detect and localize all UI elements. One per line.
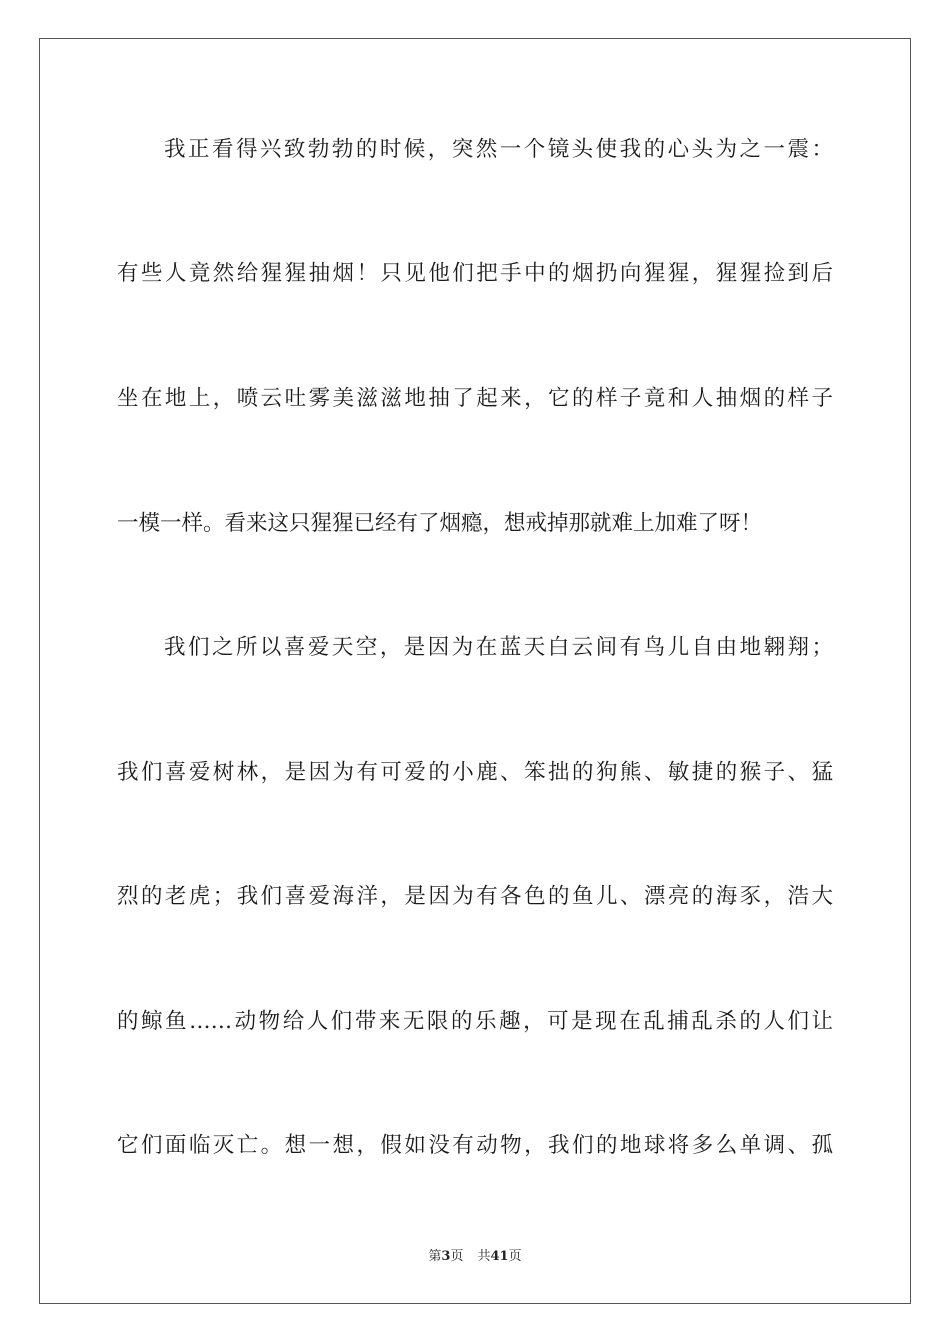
paragraph-line: 烈的老虎；我们喜爱海洋，是因为有各色的鱼儿、漂亮的海豕，浩大 (117, 884, 833, 909)
paragraph-line: 一模一样。看来这只猩猩已经有了烟瘾，想戒掉那就难上加难了呀！ (117, 511, 763, 536)
total-suffix: 页 (508, 1249, 522, 1264)
paragraph-line: 我正看得兴致勃勃的时候，突然一个镜头使我的心头为之一震： (164, 137, 833, 162)
paragraph-line: 坐在地上，喷云吐雾美滋滋地抽了起来，它的样子竟和人抽烟的样子 (117, 386, 833, 411)
paragraph-line: 的鲸鱼……动物给人们带来无限的乐趣，可是现在乱捕乱杀的人们让 (117, 1009, 833, 1034)
page-prefix: 第 (428, 1249, 442, 1264)
total-pages: 41 (490, 1249, 509, 1264)
total-prefix: 共 (477, 1249, 491, 1264)
page-suffix: 页 (450, 1249, 464, 1264)
paragraph-line: 我们之所以喜爱天空，是因为在蓝天白云间有鸟儿自由地翱翔； (164, 635, 833, 660)
page-footer (0, 1249, 950, 1265)
page-border (39, 38, 911, 1304)
paragraph-line: 有些人竟然给猩猩抽烟！只见他们把手中的烟扔向猩猩，猩猩捡到后 (117, 261, 833, 286)
paragraph-line: 它们面临灭亡。想一想，假如没有动物，我们的地球将多么单调、孤 (117, 1133, 833, 1158)
paragraph-line: 我们喜爱树林，是因为有可爱的小鹿、笨拙的狗熊、敏捷的猴子、猛 (117, 760, 833, 785)
page-number: 3 (441, 1249, 451, 1264)
